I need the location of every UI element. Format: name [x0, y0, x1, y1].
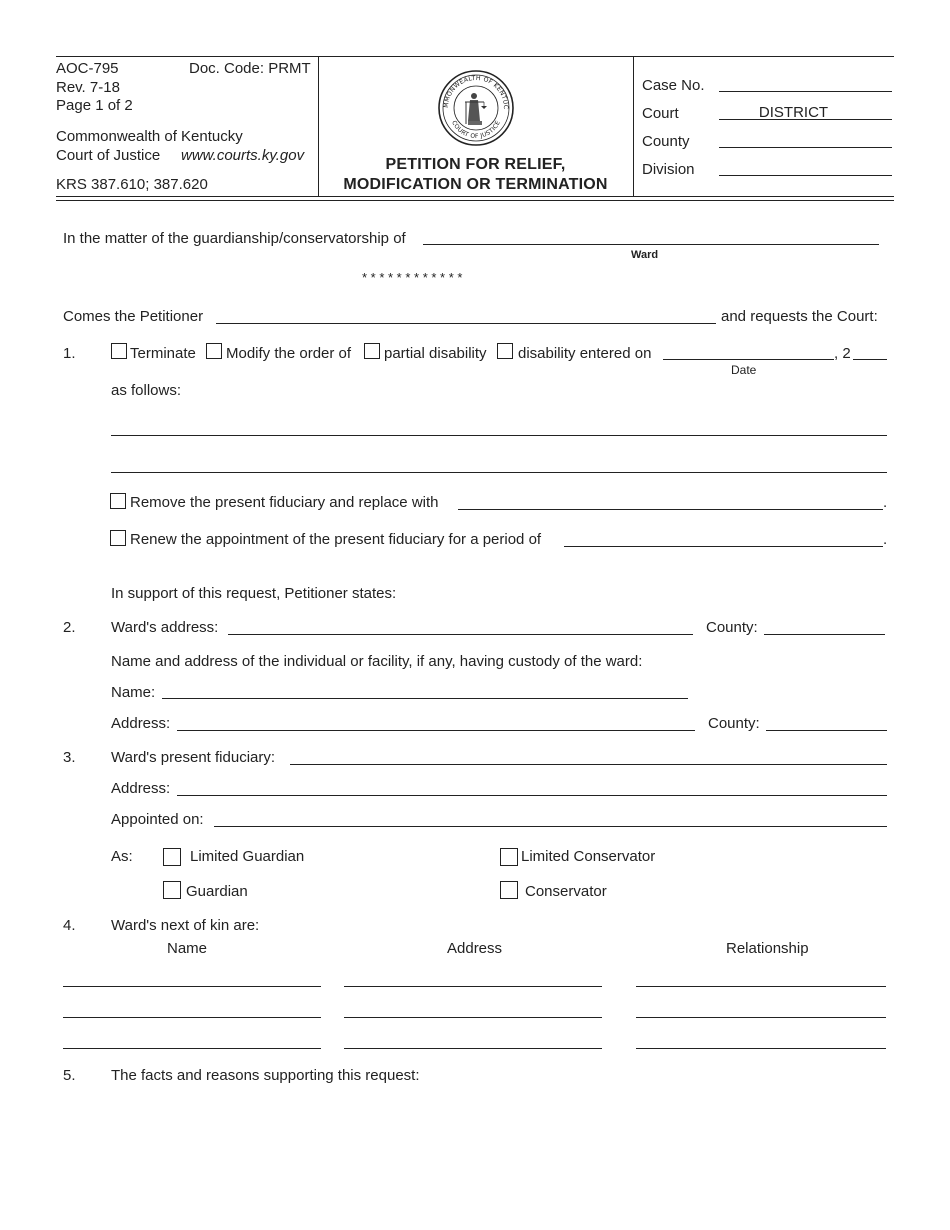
kin-address-field-2[interactable]: [344, 1017, 602, 1018]
limited-guardian-checkbox[interactable]: [163, 848, 181, 866]
disability-label: disability entered on: [518, 345, 652, 362]
svg-text:COURT OF JUSTICE: COURT OF JUSTICE: [450, 119, 502, 141]
year-prefix: , 2: [834, 345, 851, 362]
remove-fiduciary-label: Remove the present fiduciary and replace with: [130, 494, 439, 511]
kin-relationship-header: Relationship: [726, 940, 809, 957]
renew-appointment-label: Renew the appointment of the present fiduciary for a period of: [130, 531, 542, 548]
ward-name-field[interactable]: [423, 244, 879, 245]
partial-disability-checkbox[interactable]: [364, 343, 380, 359]
kin-address-header: Address: [447, 940, 503, 957]
renewal-period-field[interactable]: [564, 546, 883, 547]
item1-number: 1.: [63, 345, 76, 362]
county-field[interactable]: [719, 147, 892, 148]
org-subname: Court of Justice: [56, 147, 161, 164]
kin-relationship-field-1[interactable]: [636, 986, 886, 987]
division-label: Division: [642, 161, 695, 178]
kin-address-field-1[interactable]: [344, 986, 602, 987]
order-year-field[interactable]: [853, 359, 887, 360]
org-name: Commonwealth of Kentucky: [56, 128, 243, 145]
modify-label: Modify the order of: [226, 345, 352, 362]
ward-county-label: County:: [706, 619, 758, 636]
replacement-fiduciary-field[interactable]: [458, 509, 883, 510]
fiduciary-name-field[interactable]: [290, 764, 887, 765]
ward-address-label: Ward's address:: [111, 619, 219, 636]
fiduciary-address-label: Address:: [111, 780, 171, 797]
header-bottom-rule-2: [56, 200, 894, 201]
as-label: As:: [111, 848, 133, 865]
conservator-checkbox[interactable]: [500, 881, 518, 899]
division-field[interactable]: [719, 175, 892, 176]
matter-text: In the matter of the guardianship/conservatorship of: [63, 230, 406, 247]
petitioner-label: Comes the Petitioner: [63, 308, 204, 325]
website-link[interactable]: www.courts.ky.gov: [181, 147, 305, 164]
item4-number: 4.: [63, 917, 76, 934]
petitioner-name-field[interactable]: [216, 323, 716, 324]
ward-label: Ward: [631, 249, 659, 261]
guardian-checkbox[interactable]: [163, 881, 181, 899]
ward-address-field[interactable]: [228, 634, 693, 635]
kin-name-field-3[interactable]: [63, 1048, 321, 1049]
facts-reasons-label: The facts and reasons supporting this request:: [111, 1067, 420, 1084]
form-id: AOC-795: [56, 60, 119, 77]
revision: Rev. 7-18: [56, 79, 120, 96]
court-field[interactable]: [719, 119, 892, 120]
ward-county-field[interactable]: [764, 634, 885, 635]
guardian-label: Guardian: [186, 883, 248, 900]
kin-relationship-field-3[interactable]: [636, 1048, 886, 1049]
remove-fiduciary-checkbox[interactable]: [110, 493, 126, 509]
conservator-label: Conservator: [525, 883, 607, 900]
support-text: In support of this request, Petitioner states:: [111, 585, 397, 602]
custody-text: Name and address of the individual or facility, if any, having custody of the ward:: [111, 653, 643, 670]
kin-name-field-1[interactable]: [63, 986, 321, 987]
form-title-line1: PETITION FOR RELIEF,: [385, 156, 566, 173]
kin-address-field-3[interactable]: [344, 1048, 602, 1049]
custodian-address-field[interactable]: [177, 730, 695, 731]
custodian-name-label: Name:: [111, 684, 156, 701]
fiduciary-label: Ward's present fiduciary:: [111, 749, 276, 766]
kin-name-header: Name: [167, 940, 208, 957]
custodian-county-label: County:: [708, 715, 760, 732]
custodian-address-label: Address:: [111, 715, 171, 732]
court-value: DISTRICT: [758, 104, 829, 121]
kin-name-field-2[interactable]: [63, 1017, 321, 1018]
appointed-on-label: Appointed on:: [111, 811, 204, 828]
modification-line-2[interactable]: [111, 472, 887, 473]
limited-conservator-label: Limited Conservator: [521, 848, 656, 865]
statute-reference: KRS 387.610; 387.620: [56, 176, 208, 193]
county-label: County: [642, 133, 690, 150]
header-divider-right: [633, 56, 634, 196]
renew-period: .: [883, 531, 888, 548]
petitioner-suffix: and requests the Court:: [721, 308, 878, 325]
terminate-label: Terminate: [130, 345, 196, 362]
item5-number: 5.: [63, 1067, 76, 1084]
next-of-kin-label: Ward's next of kin are:: [111, 917, 260, 934]
order-date-field[interactable]: [663, 359, 834, 360]
header-divider-left: [318, 56, 319, 196]
appointed-on-field[interactable]: [214, 826, 887, 827]
date-label: Date: [731, 363, 757, 377]
disability-checkbox[interactable]: [497, 343, 513, 359]
header-bottom-rule-1: [56, 196, 894, 197]
page-number: Page 1 of 2: [56, 97, 133, 114]
svg-text:COMMONWEALTH OF KENTUCKY: MMONWEALTH OF KENTUC: [442, 74, 510, 110]
custodian-county-field[interactable]: [766, 730, 887, 731]
terminate-checkbox[interactable]: [111, 343, 127, 359]
item2-number: 2.: [63, 619, 76, 636]
limited-conservator-checkbox[interactable]: [500, 848, 518, 866]
seal-icon: [437, 69, 515, 147]
modification-line-1[interactable]: [111, 435, 887, 436]
form-title-line2: MODIFICATION OR TERMINATION: [343, 176, 608, 193]
item3-number: 3.: [63, 749, 76, 766]
as-follows-label: as follows:: [111, 382, 182, 399]
limited-guardian-label: Limited Guardian: [190, 848, 305, 865]
case-no-field[interactable]: [719, 91, 892, 92]
court-seal: [437, 69, 515, 147]
partial-disability-label: partial disability: [384, 345, 487, 362]
separator-stars: * * * * * * * * * * * *: [362, 270, 463, 285]
custodian-name-field[interactable]: [162, 698, 688, 699]
doc-code: Doc. Code: PRMT: [189, 60, 311, 77]
modify-checkbox[interactable]: [206, 343, 222, 359]
case-no-label: Case No.: [642, 77, 705, 94]
court-label: Court: [642, 105, 679, 122]
kin-relationship-field-2[interactable]: [636, 1017, 886, 1018]
renew-appointment-checkbox[interactable]: [110, 530, 126, 546]
header-top-rule: [56, 56, 894, 57]
fiduciary-address-field[interactable]: [177, 795, 887, 796]
remove-period: .: [883, 494, 888, 511]
